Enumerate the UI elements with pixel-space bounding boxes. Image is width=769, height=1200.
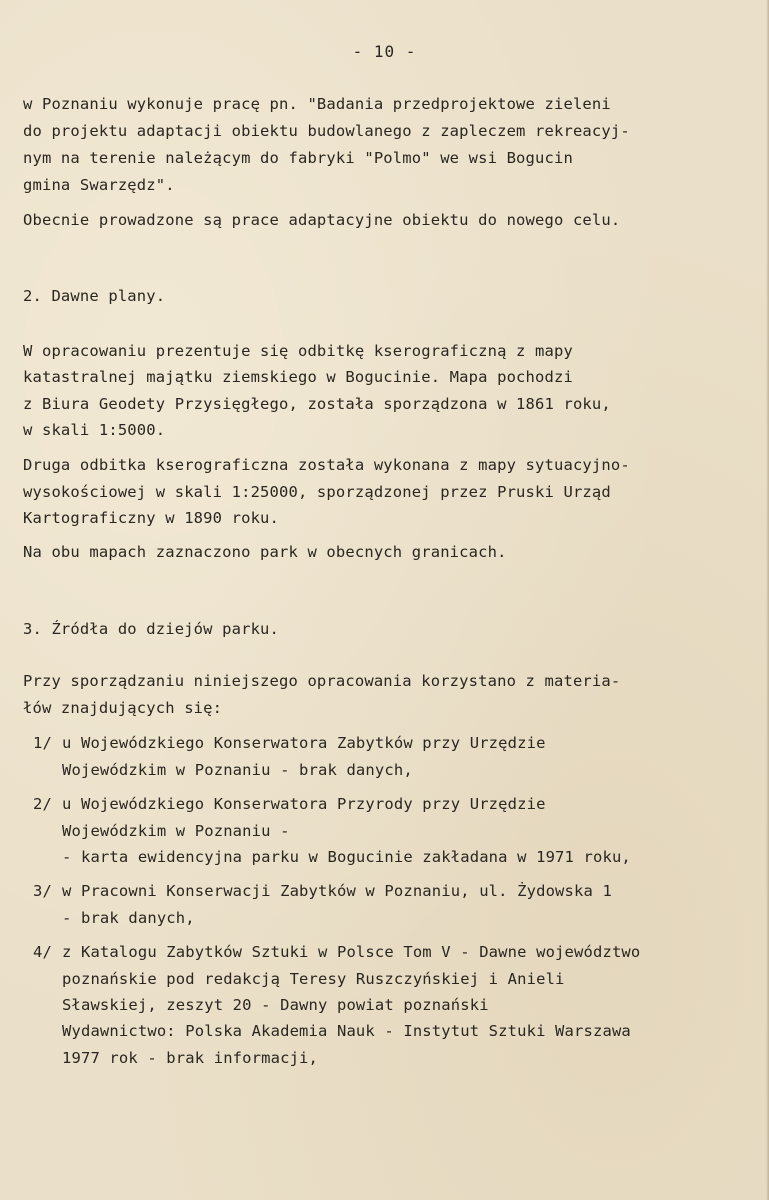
list-item-line: - karta ewidencyjna parku w Bogucinie zakładana w 1971 roku, xyxy=(62,848,631,866)
list-item-marker: 4/ xyxy=(33,943,52,961)
intro-line: nym na terenie należącym do fabryki "Polmo" we wsi Bogucin xyxy=(23,149,573,167)
intro-line: w Poznaniu wykonuje pracę pn. "Badania przedprojektowe zieleni xyxy=(23,95,611,113)
list-item-marker: 1/ xyxy=(33,734,52,752)
list-item-line: - brak danych, xyxy=(62,909,195,927)
intro-line: Obecnie prowadzone są prace adaptacyjne obiektu do nowego celu. xyxy=(23,211,621,229)
list-item-line: Wojewódzkim w Poznaniu - brak danych, xyxy=(62,761,413,779)
page-number: - 10 - xyxy=(352,42,417,61)
list-item-line: z Katalogu Zabytków Sztuki w Polsce Tom V - Dawne województwo xyxy=(62,943,641,961)
section-2-line: wysokościowej w skali 1:25000, sporządzonej przez Pruski Urząd xyxy=(23,483,611,501)
section-2-line: Kartograficzny w 1890 roku. xyxy=(23,509,280,527)
section-3-intro-line: łów znajdujących się: xyxy=(23,699,223,717)
section-2-line: katastralnej majątku ziemskiego w Bogucinie. Mapa pochodzi xyxy=(23,368,573,386)
list-item-line: u Wojewódzkiego Konserwatora Przyrody przy Urzędzie xyxy=(62,795,546,813)
list-item-line: 1977 rok - brak informacji, xyxy=(62,1049,319,1067)
section-3-intro-line: Przy sporządzaniu niniejszego opracowania korzystano z materia- xyxy=(23,672,621,690)
list-item-line: u Wojewódzkiego Konserwatora Zabytków przy Urzędzie xyxy=(62,734,546,752)
list-item-marker: 2/ xyxy=(33,795,52,813)
section-2-line: Na obu mapach zaznaczono park w obecnych granicach. xyxy=(23,543,507,561)
section-3-heading: 3. Źródła do dziejów parku. xyxy=(23,620,280,638)
intro-line: do projektu adaptacji obiektu budowlanego z zapleczem rekreacyj- xyxy=(23,122,630,140)
list-item-line: Wydawnictwo: Polska Akademia Nauk - Instytut Sztuki Warszawa xyxy=(62,1022,631,1040)
section-2-heading: 2. Dawne plany. xyxy=(23,287,166,305)
section-2-line: w skali 1:5000. xyxy=(23,421,166,439)
list-item-line: poznańskie pod redakcją Teresy Ruszczyńskiej i Anieli xyxy=(62,970,565,988)
section-2-line: z Biura Geodety Przysięgłego, została sporządzona w 1861 roku, xyxy=(23,395,611,413)
list-item-line: Sławskiej, zeszyt 20 - Dawny powiat poznański xyxy=(62,996,489,1014)
section-2-line: Druga odbitka kserograficzna została wykonana z mapy sytuacyjno- xyxy=(23,456,630,474)
list-item-marker: 3/ xyxy=(33,882,52,900)
list-item-line: w Pracowni Konserwacji Zabytków w Poznaniu, ul. Żydowska 1 xyxy=(62,882,612,900)
intro-line: gmina Swarzędz". xyxy=(23,176,175,194)
list-item-line: Wojewódzkim w Poznaniu - xyxy=(62,822,290,840)
section-2-line: W opracowaniu prezentuje się odbitkę kserograficzną z mapy xyxy=(23,342,573,360)
